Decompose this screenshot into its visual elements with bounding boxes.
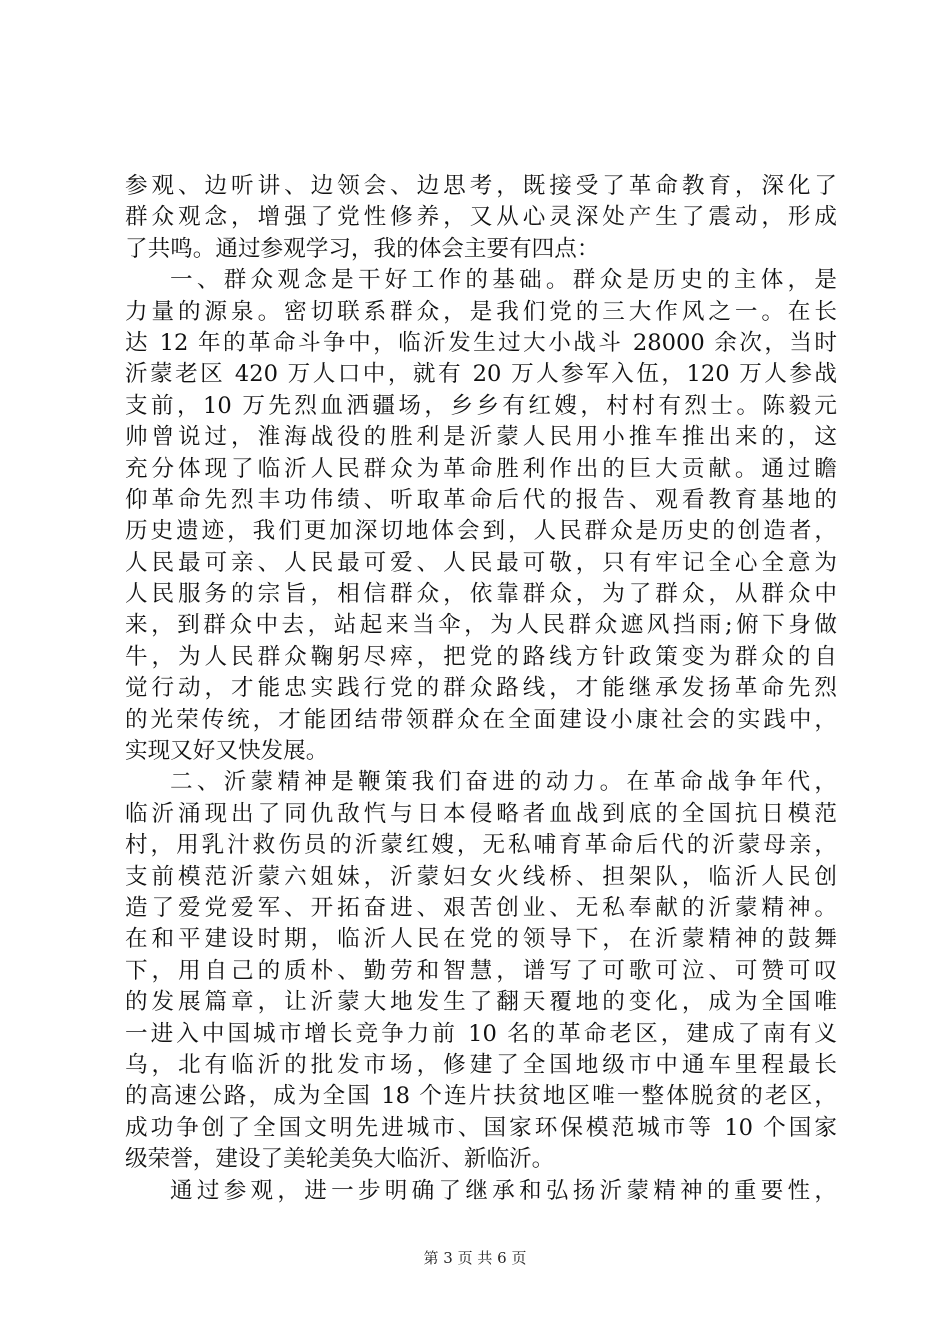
text-line: 牛，为人民群众鞠躬尽瘁，把党的路线方针政策变为群众的自 bbox=[125, 643, 837, 670]
text-line: 来，到群众中去，站起来当伞，为人民群众遮风挡雨;俯下身做 bbox=[125, 612, 837, 639]
text-line: 达 12 年的革命斗争中，临沂发生过大小战斗 28000 余次，当时 bbox=[125, 329, 837, 356]
text-line: 力量的源泉。密切联系群众，是我们党的三大作风之一。在长 bbox=[125, 298, 837, 325]
text-line: 在和平建设时期，临沂人民在党的领导下，在沂蒙精神的鼓舞 bbox=[125, 926, 837, 953]
text-line: 村，用乳汁救伤员的沂蒙红嫂，无私哺育革命后代的沂蒙母亲， bbox=[125, 832, 837, 859]
text-line: 参观、边听讲、边领会、边思考，既接受了革命教育，深化了 bbox=[125, 173, 837, 199]
text-line: 造了爱党爱军、开拓奋进、艰苦创业、无私奉献的沂蒙精神。 bbox=[125, 894, 837, 921]
text-line: 了共鸣。通过参观学习，我的体会主要有四点： bbox=[125, 235, 600, 262]
text-line: 人民服务的宗旨，相信群众，依靠群众，为了群众，从群众中 bbox=[125, 581, 837, 608]
text-line: 级荣誉，建设了美轮美奂大临沂、新临沂。 bbox=[125, 1146, 555, 1173]
text-line: 沂蒙老区 420 万人口中，就有 20 万人参军入伍，120 万人参战 bbox=[125, 361, 837, 388]
text-line: 支前，10 万先烈血洒疆场，乡乡有红嫂，村村有烈士。陈毅元 bbox=[125, 392, 837, 419]
text-line: 历史遗迹，我们更加深切地体会到，人民群众是历史的创造者， bbox=[125, 518, 837, 545]
page-number-footer: 第 3 页 共 6 页 bbox=[423, 1249, 527, 1267]
text-line: 帅曾说过，淮海战役的胜利是沂蒙人民用小推车推出来的，这 bbox=[125, 424, 837, 451]
text-line: 通过参观，进一步明确了继承和弘扬沂蒙精神的重要性， bbox=[170, 1177, 837, 1204]
text-line: 二、沂蒙精神是鞭策我们奋进的动力。在革命战争年代， bbox=[170, 769, 837, 796]
text-line: 临沂涌现出了同仇敌忾与日本侵略者血战到底的全国抗日模范 bbox=[125, 800, 837, 827]
text-line: 乌，北有临沂的批发市场，修建了全国地级市中通车里程最长 bbox=[125, 1051, 837, 1078]
text-line: 仰革命先烈丰功伟绩、听取革命后代的报告、观看教育基地的 bbox=[125, 486, 837, 513]
text-line: 的发展篇章，让沂蒙大地发生了翻天覆地的变化，成为全国唯 bbox=[125, 989, 837, 1016]
text-line: 支前模范沂蒙六姐妹，沂蒙妇女火线桥、担架队，临沂人民创 bbox=[125, 863, 837, 890]
text-line: 觉行动，才能忠实践行党的群众路线，才能继承发扬革命先烈 bbox=[125, 675, 837, 702]
text-line: 的高速公路，成为全国 18 个连片扶贫地区唯一整体脱贫的老区， bbox=[125, 1083, 837, 1110]
body-text bbox=[125, 171, 837, 1207]
text-line: 下，用自己的质朴、勤劳和智慧，谱写了可歌可泣、可赞可叹 bbox=[125, 957, 837, 984]
text-line: 实现又好又快发展。 bbox=[125, 738, 329, 765]
text-line: 一进入中国城市增长竞争力前 10 名的革命老区，建成了南有义 bbox=[125, 1020, 837, 1047]
text-line: 群众观念，增强了党性修养，又从心灵深处产生了震动，形成 bbox=[125, 204, 837, 231]
text-line: 充分体现了临沂人民群众为革命胜利作出的巨大贡献。通过瞻 bbox=[125, 455, 837, 482]
text-line: 一、群众观念是干好工作的基础。群众是历史的主体，是 bbox=[170, 267, 837, 294]
text-line: 的光荣传统，才能团结带领群众在全面建设小康社会的实践中， bbox=[125, 706, 837, 733]
text-line: 人民最可亲、人民最可爱、人民最可敬，只有牢记全心全意为 bbox=[125, 549, 837, 576]
text-line: 成功争创了全国文明先进城市、国家环保模范城市等 10 个国家 bbox=[125, 1114, 837, 1141]
